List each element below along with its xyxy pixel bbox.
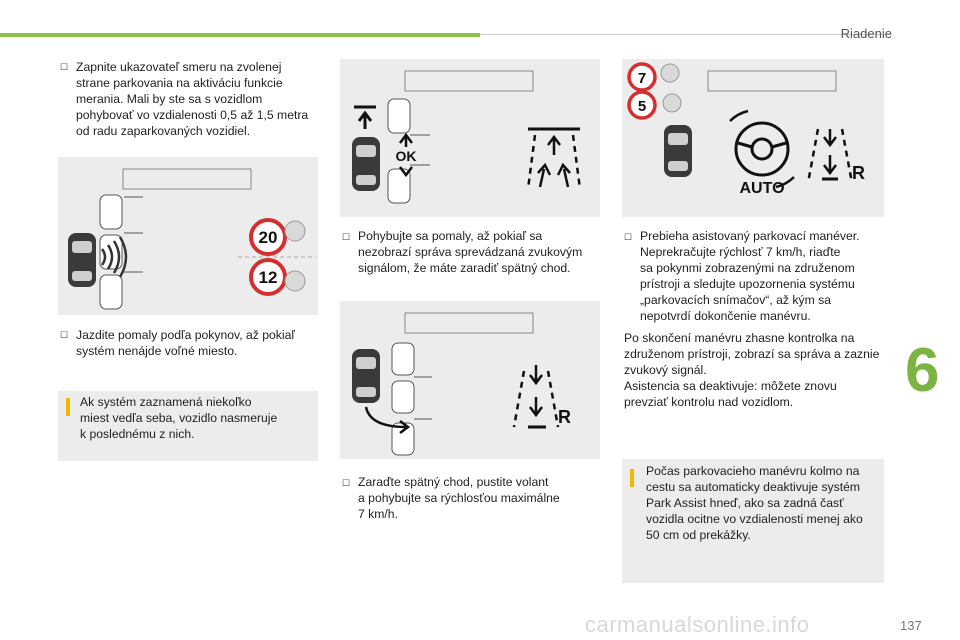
section-title: Riadenie bbox=[840, 26, 892, 41]
svg-text:20: 20 bbox=[258, 228, 278, 247]
arrow-down-icon bbox=[530, 365, 542, 415]
header-rule bbox=[480, 34, 890, 35]
parking-slot-outline bbox=[123, 169, 251, 189]
step1-text: Zapnite ukazovateľ smeru na zvolenej strane parkovania na aktiváciu funkcie merania. Mali by ste sa s vozidlom pohybovať vo vzdialenosti 0,5 až 1,5 metra od radu zaparkovaných vozidiel. bbox=[76, 60, 309, 138]
step4-text: Zaraďte spätný chod, pustite volant a pohybujte sa rýchlosťou maximálne 7 km/h. bbox=[358, 475, 560, 521]
auto-label: AUTO bbox=[739, 180, 785, 197]
slot-found-diagram bbox=[340, 59, 600, 217]
bullet-icon: ☐ bbox=[342, 478, 351, 488]
illustration-searching bbox=[58, 157, 318, 315]
reverse-gear-label: R bbox=[852, 163, 865, 183]
svg-text:OK: OK bbox=[395, 148, 417, 164]
illustration-slot-found bbox=[340, 59, 600, 217]
bullet-icon: ☐ bbox=[60, 330, 69, 340]
bullet-icon: ☐ bbox=[624, 232, 633, 242]
speed-limit-sign-icon bbox=[251, 220, 305, 254]
own-car-icon bbox=[352, 137, 380, 191]
step2-text: Jazdite pomaly podľa pokynov, až pokiaľ systém nenájde voľné miesto. bbox=[76, 328, 295, 358]
info-icon bbox=[66, 398, 70, 416]
note-text: Ak systém zaznamená niekoľko miest vedľa seba, vozidlo nasmeruje k poslednému z nich. bbox=[80, 395, 278, 441]
completion-paragraph: Po skončení manévru zhasne kontrolka na združenom prístroji, zobrazí sa správa a zaznie zvukový signál. Asistencia sa deaktivuje: môžete znovu prevziať kontrolu nad vozidlom. bbox=[624, 331, 880, 409]
svg-text:5: 5 bbox=[637, 98, 647, 115]
watermark: carmanualsonline.info bbox=[585, 612, 810, 637]
chapter-number: 6 bbox=[905, 336, 940, 405]
reverse-gear-label: R bbox=[558, 407, 571, 427]
own-car-icon bbox=[68, 233, 96, 287]
svg-text:7: 7 bbox=[637, 70, 647, 87]
illustration-auto bbox=[622, 59, 884, 217]
svg-text:12: 12 bbox=[258, 268, 278, 287]
page-number: 137 bbox=[900, 618, 922, 633]
bullet-icon: ☐ bbox=[60, 62, 69, 72]
header-accent-bar bbox=[0, 33, 480, 37]
speed-limit-sign-icon bbox=[629, 92, 681, 118]
parked-car-icon bbox=[392, 343, 414, 455]
searching-diagram bbox=[58, 157, 318, 315]
speed-limit-sign-icon bbox=[629, 64, 679, 90]
arrow-up-icon bbox=[538, 137, 570, 187]
illustration-reverse bbox=[340, 301, 600, 459]
info-icon bbox=[630, 469, 634, 487]
speed-limit-sign-icon bbox=[251, 260, 305, 294]
auto-diagram bbox=[622, 59, 884, 217]
own-car-icon bbox=[352, 349, 380, 403]
reverse-diagram bbox=[340, 301, 600, 459]
arrow-down-icon bbox=[824, 129, 836, 173]
step5-text: Prebieha asistovaný parkovací manéver. Neprekračujte rýchlosť 7 km/h, riaďte sa pokynmi zobrazenými na združenom prístroji a sledujte upozornenia systému „parkovacích snímačov“, až kým sa nepotvrdí dokončenie manévru. bbox=[640, 229, 860, 323]
arrow-up-icon bbox=[359, 113, 371, 129]
step3-text: Pohybujte sa pomaly, až pokiaľ sa nezobrazí správa sprevádzaná zvukovým signálom, že máte zaradiť spätný chod. bbox=[358, 229, 583, 275]
note-text: Počas parkovacieho manévru kolmo na cestu sa automaticky deaktivuje systém Park Assist hneď, ako sa zadná časť vozidla ocitne vo vzdialenosti menej ako 50 cm od prekážky. bbox=[646, 464, 863, 542]
own-car-icon bbox=[664, 125, 692, 177]
steering-wheel-icon bbox=[730, 111, 794, 187]
bullet-icon: ☐ bbox=[342, 232, 351, 242]
